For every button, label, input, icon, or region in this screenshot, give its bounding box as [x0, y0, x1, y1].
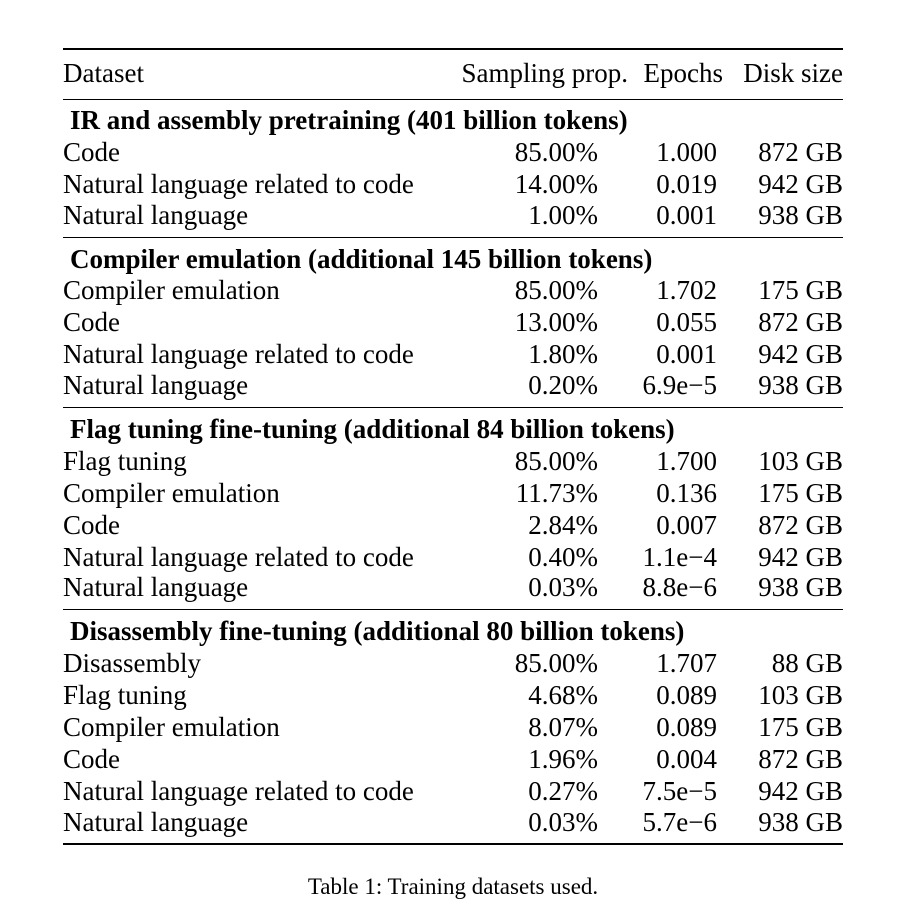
table-row	[63, 477, 843, 509]
sampling-prop-cell: 0.27%	[528, 775, 598, 806]
table-row	[63, 169, 843, 201]
dataset-cell: Code	[63, 307, 120, 338]
epochs-cell: 0.019	[656, 169, 717, 200]
epochs-cell: 8.8e−6	[642, 572, 717, 603]
table-row	[63, 712, 843, 744]
epochs-cell: 1.700	[656, 445, 717, 476]
disk-size-cell: 938 GB	[758, 806, 843, 837]
epochs-cell: 5.7e−6	[642, 806, 717, 837]
section-title-row	[63, 407, 843, 445]
table-row	[63, 275, 843, 307]
header-row	[63, 49, 843, 99]
section-title-row	[63, 237, 843, 275]
dataset-cell: Natural language	[63, 370, 249, 401]
disk-size-cell: 942 GB	[758, 339, 843, 370]
dataset-cell: Code	[63, 137, 120, 168]
table-row	[63, 201, 843, 237]
section-title: IR and assembly pretraining (401 billion tokens)	[70, 105, 628, 136]
sampling-prop-cell: 4.68%	[528, 679, 598, 710]
training-datasets-table	[63, 48, 843, 845]
table-row	[63, 541, 843, 573]
section-title-row	[63, 99, 843, 137]
sampling-prop-cell: 8.07%	[528, 711, 598, 742]
disk-size-cell: 938 GB	[758, 572, 843, 603]
dataset-cell: Compiler emulation	[63, 275, 280, 306]
epochs-cell: 6.9e−5	[642, 370, 717, 401]
sampling-prop-cell: 0.03%	[528, 572, 598, 603]
disk-size-cell: 942 GB	[758, 775, 843, 806]
epochs-cell: 1.1e−4	[642, 541, 717, 572]
dataset-cell: Flag tuning	[63, 679, 187, 710]
disk-size-cell: 872 GB	[758, 137, 843, 168]
dataset-cell: Natural language	[63, 200, 249, 230]
disk-size-cell: 88 GB	[771, 647, 843, 678]
sampling-prop-cell: 0.20%	[528, 370, 598, 401]
table-section	[63, 237, 843, 407]
table-section	[63, 610, 843, 845]
table-row	[63, 808, 843, 845]
table-row	[63, 445, 843, 477]
dataset-cell: Natural language	[63, 806, 249, 837]
sampling-prop-cell: 2.84%	[528, 509, 598, 540]
sampling-prop-cell: 85.00%	[514, 445, 598, 476]
col-header-sampling-prop: Sampling prop.	[461, 58, 628, 89]
table-row	[63, 137, 843, 169]
table-row	[63, 371, 843, 407]
sampling-prop-cell: 1.00%	[528, 200, 598, 230]
disk-size-cell: 175 GB	[758, 711, 843, 742]
disk-size-cell: 938 GB	[758, 370, 843, 401]
disk-size-cell: 103 GB	[758, 445, 843, 476]
epochs-cell: 0.007	[656, 509, 717, 540]
epochs-cell: 1.702	[656, 275, 717, 306]
sampling-prop-cell: 14.00%	[514, 169, 598, 200]
table-section	[63, 407, 843, 609]
sampling-prop-cell: 85.00%	[514, 137, 598, 168]
epochs-cell: 0.001	[656, 339, 717, 370]
table-row	[63, 744, 843, 776]
table-row	[63, 648, 843, 680]
epochs-cell: 0.055	[656, 307, 717, 338]
epochs-cell: 7.5e−5	[642, 775, 717, 806]
epochs-cell: 0.136	[656, 477, 717, 508]
sampling-prop-cell: 1.96%	[528, 743, 598, 774]
table-row	[63, 776, 843, 808]
section-title: Disassembly fine-tuning (additional 80 billion tokens)	[70, 615, 685, 646]
dataset-cell: Natural language related to code	[63, 541, 414, 572]
dataset-cell: Natural language related to code	[63, 169, 414, 200]
table-section	[63, 99, 843, 237]
dataset-cell: Natural language related to code	[63, 775, 414, 806]
sampling-prop-cell: 0.03%	[528, 806, 598, 837]
col-header-dataset: Dataset	[63, 58, 144, 89]
disk-size-cell: 872 GB	[758, 743, 843, 774]
table-caption: Table 1: Training datasets used.	[307, 874, 599, 899]
section-title-row	[63, 610, 843, 648]
epochs-cell: 0.089	[656, 679, 717, 710]
dataset-cell: Compiler emulation	[63, 477, 280, 508]
disk-size-cell: 175 GB	[758, 275, 843, 306]
epochs-cell: 0.089	[656, 711, 717, 742]
sampling-prop-cell: 0.40%	[528, 541, 598, 572]
dataset-cell: Flag tuning	[63, 445, 187, 476]
table-row	[63, 307, 843, 339]
epochs-cell: 0.004	[656, 743, 717, 774]
col-header-disk-size: Disk size	[743, 58, 843, 89]
table-row	[63, 680, 843, 712]
disk-size-cell: 103 GB	[758, 679, 843, 710]
epochs-cell: 1.707	[656, 647, 717, 678]
dataset-cell: Natural language related to code	[63, 339, 414, 370]
section-title: Compiler emulation (additional 145 billion tokens)	[70, 243, 653, 274]
table-row	[63, 339, 843, 371]
sampling-prop-cell: 85.00%	[514, 647, 598, 678]
sampling-prop-cell: 11.73%	[515, 477, 598, 508]
table-row	[63, 509, 843, 541]
sampling-prop-cell: 1.80%	[528, 339, 598, 370]
table-header	[63, 49, 843, 99]
dataset-cell: Code	[63, 743, 120, 774]
epochs-cell: 1.000	[656, 137, 717, 168]
table-row	[63, 573, 843, 609]
col-header-epochs: Epochs	[643, 58, 723, 89]
disk-size-cell: 175 GB	[758, 477, 843, 508]
disk-size-cell: 872 GB	[758, 509, 843, 540]
dataset-cell: Code	[63, 509, 120, 540]
section-title: Flag tuning fine-tuning (additional 84 billion tokens)	[70, 413, 675, 444]
dataset-cell: Natural language	[63, 572, 249, 603]
dataset-cell: Compiler emulation	[63, 711, 280, 742]
dataset-cell: Disassembly	[63, 647, 201, 678]
disk-size-cell: 938 GB	[758, 200, 843, 230]
sampling-prop-cell: 13.00%	[514, 307, 598, 338]
sampling-prop-cell: 85.00%	[514, 275, 598, 306]
disk-size-cell: 942 GB	[758, 541, 843, 572]
disk-size-cell: 942 GB	[758, 169, 843, 200]
epochs-cell: 0.001	[656, 200, 717, 230]
disk-size-cell: 872 GB	[758, 307, 843, 338]
